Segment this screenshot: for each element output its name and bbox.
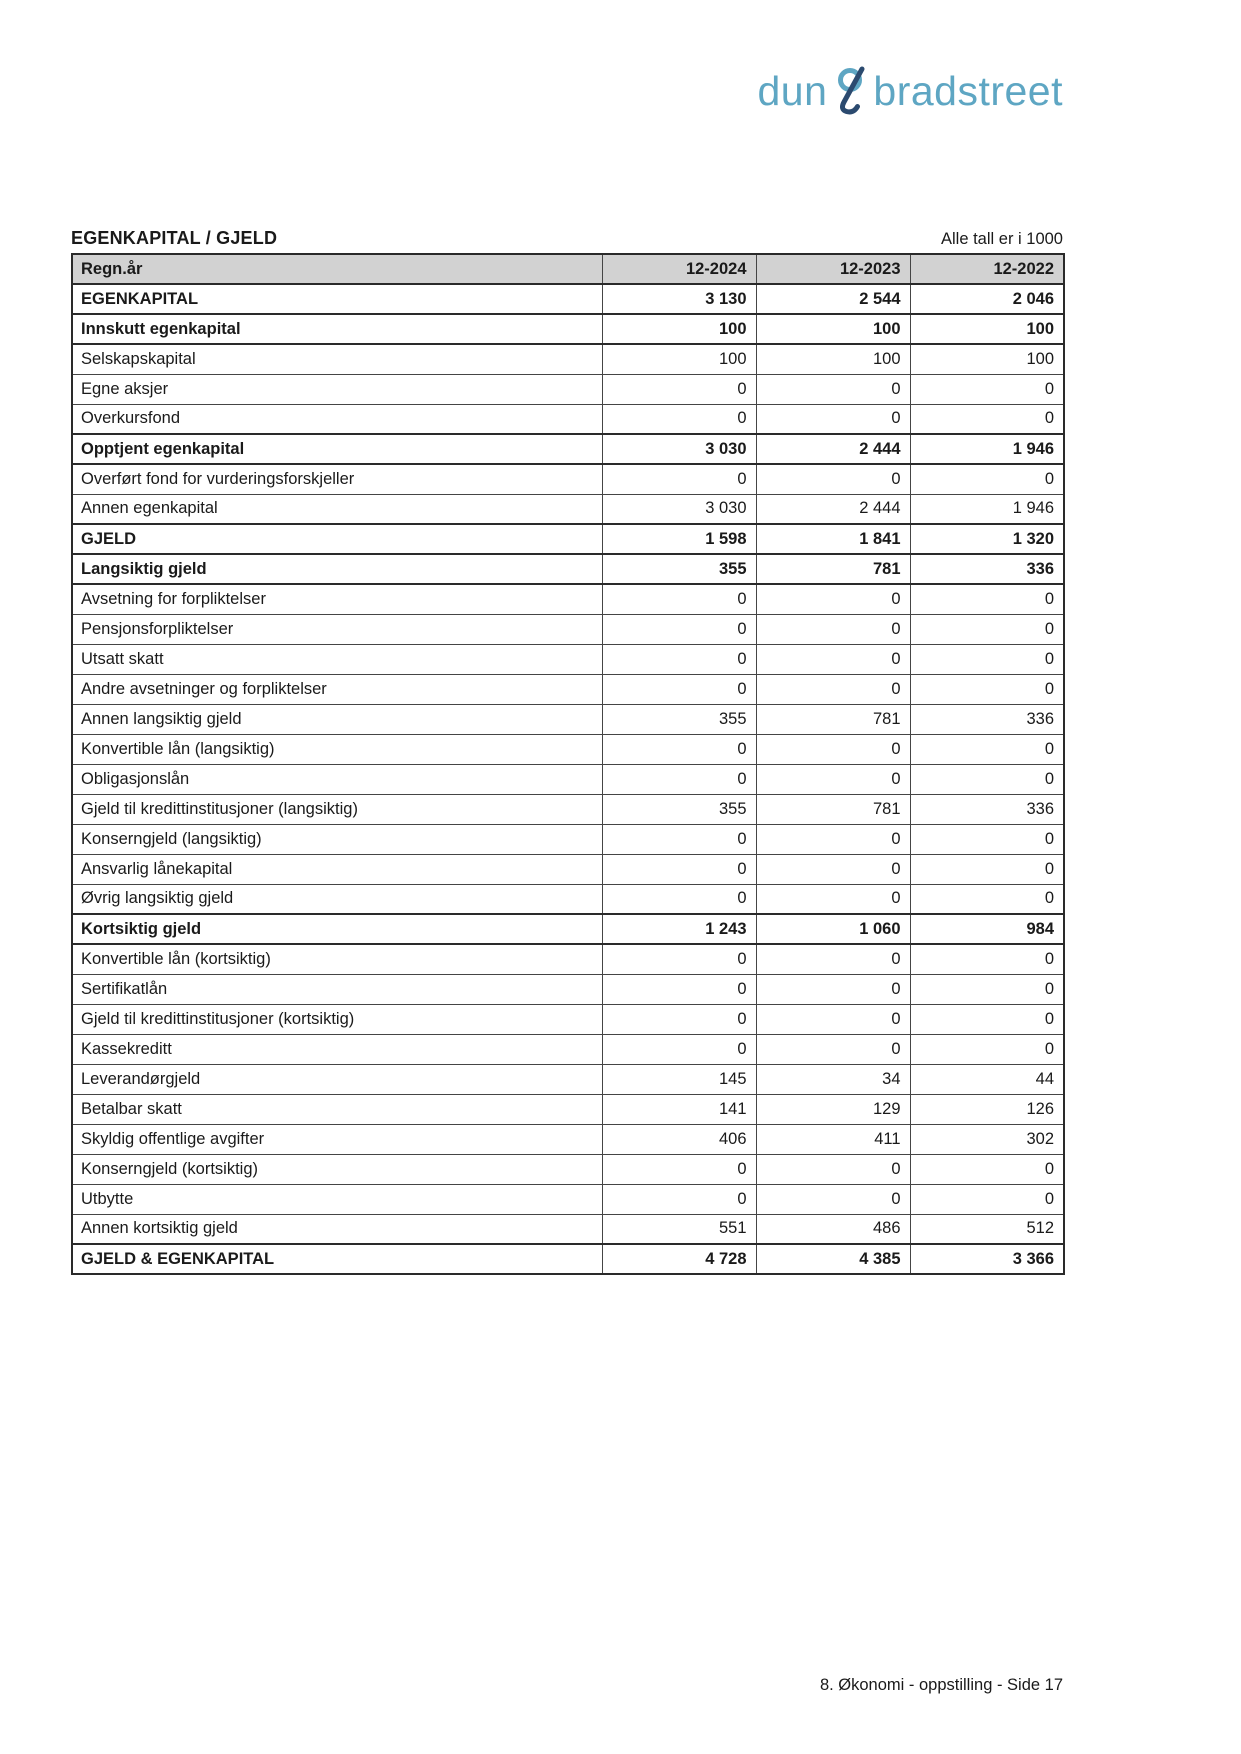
cell-value: 0 xyxy=(756,944,910,974)
cell-value: 781 xyxy=(756,794,910,824)
cell-value: 0 xyxy=(602,374,756,404)
cell-value: 0 xyxy=(756,824,910,854)
cell-value: 0 xyxy=(910,764,1064,794)
cell-value: 0 xyxy=(602,734,756,764)
cell-value: 0 xyxy=(602,464,756,494)
cell-value: 100 xyxy=(910,314,1064,344)
cell-value: 0 xyxy=(602,404,756,434)
row-label: Avsetning for forpliktelser xyxy=(72,584,602,614)
cell-value: 129 xyxy=(756,1094,910,1124)
cell-value: 0 xyxy=(910,1004,1064,1034)
cell-value: 0 xyxy=(602,674,756,704)
cell-value: 100 xyxy=(602,344,756,374)
cell-value: 0 xyxy=(910,584,1064,614)
row-label: Obligasjonslån xyxy=(72,764,602,794)
cell-value: 100 xyxy=(756,314,910,344)
table-row xyxy=(72,824,1064,854)
ampersand-icon xyxy=(831,66,871,116)
row-label: EGENKAPITAL xyxy=(72,284,602,314)
row-label: Sertifikatlån xyxy=(72,974,602,1004)
column-header-regnar: Regn.år xyxy=(72,254,602,284)
cell-value: 0 xyxy=(756,584,910,614)
row-label: Langsiktig gjeld xyxy=(72,554,602,584)
cell-value: 4 385 xyxy=(756,1244,910,1274)
cell-value: 100 xyxy=(602,314,756,344)
table-row xyxy=(72,884,1064,914)
table-row xyxy=(72,854,1064,884)
cell-value: 0 xyxy=(910,854,1064,884)
cell-value: 984 xyxy=(910,914,1064,944)
row-label: Skyldig offentlige avgifter xyxy=(72,1124,602,1154)
cell-value: 0 xyxy=(756,734,910,764)
cell-value: 0 xyxy=(756,614,910,644)
table-row xyxy=(72,554,1064,584)
row-label: Ansvarlig lånekapital xyxy=(72,854,602,884)
table-row xyxy=(72,374,1064,404)
cell-value: 1 841 xyxy=(756,524,910,554)
cell-value: 126 xyxy=(910,1094,1064,1124)
row-label: Leverandørgjeld xyxy=(72,1064,602,1094)
cell-value: 0 xyxy=(756,644,910,674)
row-label: Overført fond for vurderingsforskjeller xyxy=(72,464,602,494)
cell-value: 0 xyxy=(756,884,910,914)
cell-value: 0 xyxy=(602,584,756,614)
cell-value: 0 xyxy=(756,674,910,704)
table-row xyxy=(72,1124,1064,1154)
table-row xyxy=(72,914,1064,944)
cell-value: 0 xyxy=(756,854,910,884)
cell-value: 781 xyxy=(756,554,910,584)
cell-value: 0 xyxy=(602,1004,756,1034)
table-row xyxy=(72,284,1064,314)
table-row xyxy=(72,704,1064,734)
cell-value: 0 xyxy=(602,614,756,644)
cell-value: 302 xyxy=(910,1124,1064,1154)
cell-value: 100 xyxy=(910,344,1064,374)
cell-value: 1 598 xyxy=(602,524,756,554)
cell-value: 44 xyxy=(910,1064,1064,1094)
table-row xyxy=(72,944,1064,974)
cell-value: 4 728 xyxy=(602,1244,756,1274)
cell-value: 0 xyxy=(756,1004,910,1034)
cell-value: 0 xyxy=(910,1154,1064,1184)
cell-value: 1 946 xyxy=(910,494,1064,524)
cell-value: 0 xyxy=(910,374,1064,404)
table-row xyxy=(72,404,1064,434)
cell-value: 0 xyxy=(756,464,910,494)
cell-value: 0 xyxy=(602,644,756,674)
row-label: Andre avsetninger og forpliktelser xyxy=(72,674,602,704)
cell-value: 0 xyxy=(756,1184,910,1214)
cell-value: 3 030 xyxy=(602,494,756,524)
cell-value: 512 xyxy=(910,1214,1064,1244)
row-label: GJELD xyxy=(72,524,602,554)
cell-value: 0 xyxy=(910,974,1064,1004)
table-row xyxy=(72,674,1064,704)
cell-value: 406 xyxy=(602,1124,756,1154)
cell-value: 34 xyxy=(756,1064,910,1094)
balance-table xyxy=(71,253,1065,1275)
table-row xyxy=(72,464,1064,494)
cell-value: 0 xyxy=(602,1184,756,1214)
cell-value: 0 xyxy=(910,944,1064,974)
cell-value: 0 xyxy=(756,974,910,1004)
row-label: Gjeld til kredittinstitusjoner (langsiktig) xyxy=(72,794,602,824)
column-header-year: 12-2023 xyxy=(756,254,910,284)
row-label: Konserngjeld (kortsiktig) xyxy=(72,1154,602,1184)
cell-value: 336 xyxy=(910,794,1064,824)
cell-value: 2 046 xyxy=(910,284,1064,314)
cell-value: 0 xyxy=(910,884,1064,914)
cell-value: 0 xyxy=(602,824,756,854)
dun-bradstreet-logo xyxy=(757,66,1063,116)
cell-value: 1 243 xyxy=(602,914,756,944)
cell-value: 1 946 xyxy=(910,434,1064,464)
cell-value: 0 xyxy=(910,734,1064,764)
table-row xyxy=(72,1064,1064,1094)
row-label: Egne aksjer xyxy=(72,374,602,404)
table-row xyxy=(72,1214,1064,1244)
table-row xyxy=(72,614,1064,644)
title-row xyxy=(71,228,1063,249)
row-label: Konvertible lån (kortsiktig) xyxy=(72,944,602,974)
table-row xyxy=(72,974,1064,1004)
balance-table-container xyxy=(71,253,1063,1275)
table-row xyxy=(72,524,1064,554)
cell-value: 1 320 xyxy=(910,524,1064,554)
cell-value: 355 xyxy=(602,554,756,584)
cell-value: 3 366 xyxy=(910,1244,1064,1274)
cell-value: 0 xyxy=(910,464,1064,494)
cell-value: 355 xyxy=(602,704,756,734)
cell-value: 0 xyxy=(602,944,756,974)
table-row xyxy=(72,644,1064,674)
cell-value: 0 xyxy=(910,644,1064,674)
column-header-year: 12-2024 xyxy=(602,254,756,284)
cell-value: 0 xyxy=(756,1154,910,1184)
column-header-year: 12-2022 xyxy=(910,254,1064,284)
cell-value: 0 xyxy=(602,764,756,794)
row-label: Kassekreditt xyxy=(72,1034,602,1064)
row-label: Konvertible lån (langsiktig) xyxy=(72,734,602,764)
cell-value: 355 xyxy=(602,794,756,824)
cell-value: 0 xyxy=(910,1034,1064,1064)
cell-value: 486 xyxy=(756,1214,910,1244)
cell-value: 0 xyxy=(756,1034,910,1064)
cell-value: 551 xyxy=(602,1214,756,1244)
table-row xyxy=(72,494,1064,524)
row-label: Opptjent egenkapital xyxy=(72,434,602,464)
table-row xyxy=(72,314,1064,344)
cell-value: 336 xyxy=(910,554,1064,584)
cell-value: 0 xyxy=(910,674,1064,704)
cell-value: 411 xyxy=(756,1124,910,1154)
table-row xyxy=(72,434,1064,464)
row-label: Kortsiktig gjeld xyxy=(72,914,602,944)
page-footer: 8. Økonomi - oppstilling - Side 17 xyxy=(819,1676,1063,1694)
balance-table-body xyxy=(72,284,1064,1274)
table-row xyxy=(72,734,1064,764)
table-row xyxy=(72,794,1064,824)
cell-value: 3 030 xyxy=(602,434,756,464)
table-row xyxy=(72,1184,1064,1214)
row-label: Overkursfond xyxy=(72,404,602,434)
cell-value: 0 xyxy=(602,884,756,914)
table-row xyxy=(72,584,1064,614)
cell-value: 100 xyxy=(756,344,910,374)
cell-value: 0 xyxy=(756,404,910,434)
cell-value: 336 xyxy=(910,704,1064,734)
row-label: Konserngjeld (langsiktig) xyxy=(72,824,602,854)
cell-value: 1 060 xyxy=(756,914,910,944)
cell-value: 0 xyxy=(602,854,756,884)
row-label: GJELD & EGENKAPITAL xyxy=(72,1244,602,1274)
table-row xyxy=(72,1244,1064,1274)
cell-value: 0 xyxy=(910,1184,1064,1214)
cell-value: 0 xyxy=(602,974,756,1004)
page-title: EGENKAPITAL / GJELD xyxy=(71,228,278,248)
cell-value: 0 xyxy=(910,824,1064,854)
logo-word-bradstreet: bradstreet xyxy=(873,67,1063,114)
cell-value: 0 xyxy=(602,1154,756,1184)
table-row xyxy=(72,1034,1064,1064)
row-label: Innskutt egenkapital xyxy=(72,314,602,344)
row-label: Annen langsiktig gjeld xyxy=(72,704,602,734)
table-row xyxy=(72,1094,1064,1124)
cell-value: 3 130 xyxy=(602,284,756,314)
cell-value: 0 xyxy=(910,614,1064,644)
table-row xyxy=(72,1004,1064,1034)
cell-value: 0 xyxy=(910,404,1064,434)
row-label: Øvrig langsiktig gjeld xyxy=(72,884,602,914)
row-label: Gjeld til kredittinstitusjoner (kortsiktig) xyxy=(72,1004,602,1034)
table-row xyxy=(72,764,1064,794)
cell-value: 141 xyxy=(602,1094,756,1124)
row-label: Selskapskapital xyxy=(72,344,602,374)
cell-value: 0 xyxy=(602,1034,756,1064)
cell-value: 781 xyxy=(756,704,910,734)
cell-value: 2 544 xyxy=(756,284,910,314)
row-label: Betalbar skatt xyxy=(72,1094,602,1124)
row-label: Pensjonsforpliktelser xyxy=(72,614,602,644)
table-row xyxy=(72,1154,1064,1184)
logo-word-dun: dun xyxy=(757,67,828,114)
table-row xyxy=(72,344,1064,374)
cell-value: 0 xyxy=(756,764,910,794)
cell-value: 2 444 xyxy=(756,434,910,464)
cell-value: 145 xyxy=(602,1064,756,1094)
row-label: Annen egenkapital xyxy=(72,494,602,524)
table-header-row xyxy=(72,254,1064,284)
cell-value: 2 444 xyxy=(756,494,910,524)
row-label: Utsatt skatt xyxy=(72,644,602,674)
row-label: Utbytte xyxy=(72,1184,602,1214)
unit-note: Alle tall er i 1000 xyxy=(941,230,1063,248)
cell-value: 0 xyxy=(756,374,910,404)
row-label: Annen kortsiktig gjeld xyxy=(72,1214,602,1244)
